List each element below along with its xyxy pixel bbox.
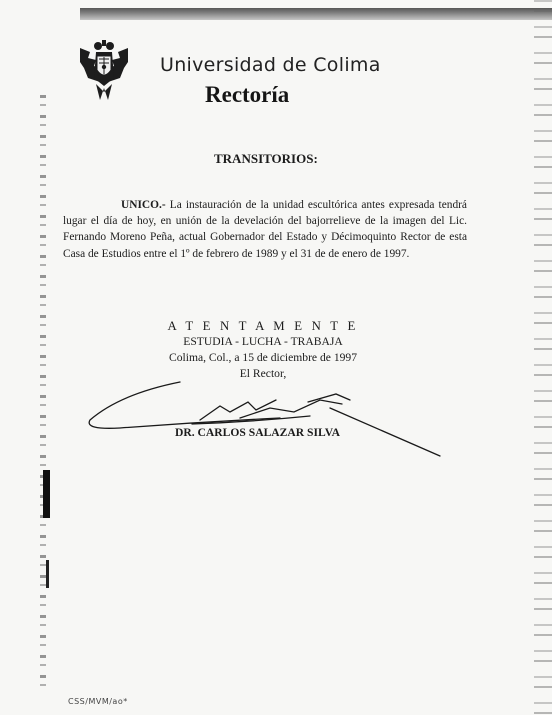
section-title: TRANSITORIOS: (214, 151, 318, 166)
signer-role: El Rector, (239, 367, 287, 380)
article-label: UNICO.- (121, 199, 166, 211)
scan-artifact-top (80, 8, 552, 20)
scan-mark (46, 560, 49, 588)
salutation: A T E N T A M E N T E (167, 319, 359, 333)
scan-artifact-left (40, 95, 46, 695)
university-name: Universidad de Colima (160, 54, 381, 76)
place-date: Colima, Col., a 15 de diciembre de 1997 (168, 351, 358, 364)
university-crest-icon (78, 38, 130, 102)
article-paragraph (63, 197, 467, 262)
signature-icon (80, 372, 450, 464)
footer-reference: CSS/MVM/ao* (68, 697, 128, 706)
motto: ESTUDIA - LUCHA - TRABAJA (183, 335, 343, 348)
scan-artifact-right (534, 0, 552, 715)
signer-name: DR. CARLOS SALAZAR SILVA (175, 426, 340, 439)
office-title: Rectoría (205, 82, 290, 107)
article-text: La instauración de la unidad escultórica antes expresada tendrá lugar el día de hoy, en unión de la develación del bajorrelieve de la imagen del Lic. Fernando Moreno Peña, actual Gobernador del Estado y Décimoquinto Rector de esta Casa de Estudios entre el 1º de febrero de 1989 y el 31 de de enero de 1997. (63, 199, 467, 260)
scan-mark (43, 470, 50, 518)
